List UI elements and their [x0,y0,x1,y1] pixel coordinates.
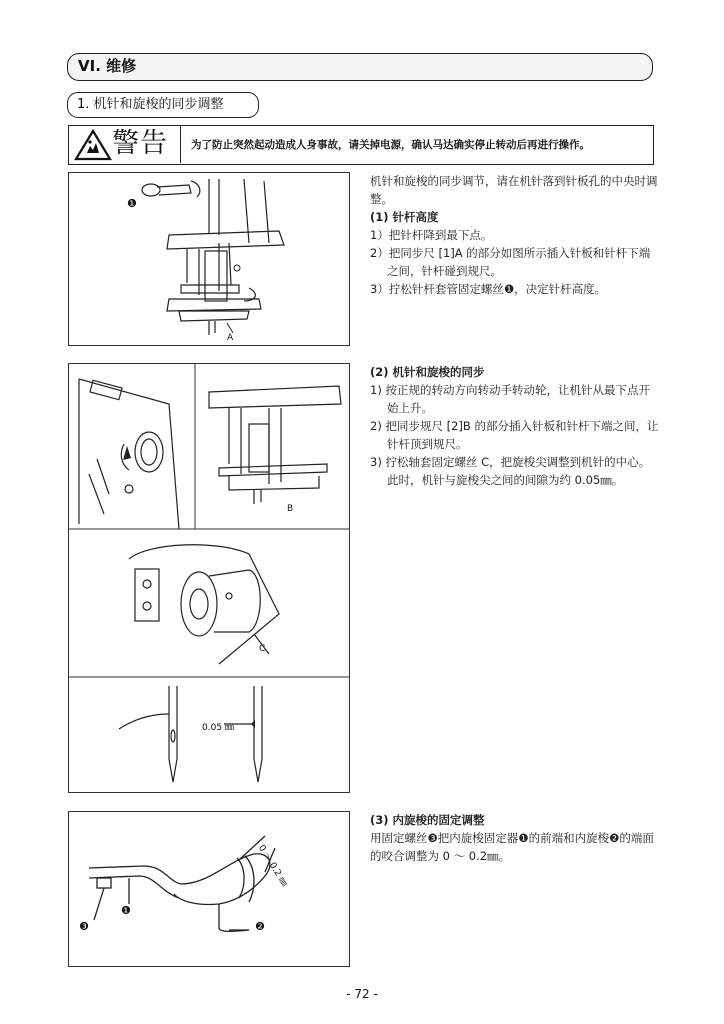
needle-bar-illustration [69,173,349,345]
warning-box [68,125,654,165]
figure-label-c: C [259,644,266,654]
figure-marker-1: ❶ [127,197,137,210]
step-2-2: 2) 把同步规尺 [2]B 的部分插入针板和针杆下端之间，让针杆顶到规尺。 [370,419,659,451]
inner-hook-paragraph: 用固定螺丝❸把内旋梭固定器❶的前端和内旋梭❷的端面的咬合调整为 0 ～ 0.2㎜。 [370,831,654,863]
step-1-2: 2）把同步尺 [1]A 的部分如图所示插入针板和针杆下端之间，针杆碰到规尺。 [370,246,651,278]
figure-label-a: A [227,333,234,343]
warning-triangle-icon [74,129,112,161]
timing-note: 此时，机针与旋梭尖之间的间隙为约 0.05㎜。 [387,473,624,487]
step-1-3: 3）拧松针杆套管固定螺丝❶，决定针杆高度。 [370,282,607,296]
subsection-heading-3: (3) 内旋梭的固定调整 [370,813,485,827]
warning-label: 警告 [112,128,168,159]
gap-label-0-02: 0 ～ 0.2 ㎜ [255,843,290,889]
figure-inner-hook-adjust [68,811,350,967]
step-1-1: 1）把针杆降到最下点。 [370,228,493,242]
figure-marker-inner-holder: ❶ [121,904,131,917]
inner-hook-illustration [69,812,349,966]
gap-label-005: 0.05 ㎜ [202,723,234,733]
subsection-heading-2: (2) 机针和旋梭的同步 [370,365,485,379]
intro-paragraph: 机针和旋梭的同步调节，请在机针落到针板孔的中央时调整。 [370,174,658,206]
chapter-title: VI. 维修 [67,53,653,81]
subsection-heading-1: (1) 针杆高度 [370,210,439,224]
page-number: - 72 - [346,987,378,1001]
inner-hook-adjust-text [370,811,660,865]
needle-hook-timing-text [370,363,660,489]
step-2-3: 3) 拧松轴套固定螺丝 C，把旋梭尖调整到机针的中心。 [370,455,651,469]
figure-needle-bar-height [68,172,350,346]
figure-label-b: B [287,504,294,514]
warning-text: 为了防止突然起动造成人身事故，请关掉电源，确认马达确实停止转动后再进行操作。 [191,139,590,151]
warning-header [69,126,181,163]
step-2-1: 1) 按正规的转动方向转动手转动轮，让机针从最下点开始上升。 [370,383,650,415]
section-title: 1. 机针和旋梭的同步调整 [67,92,259,118]
figure-marker-screw: ❸ [79,920,89,933]
figure-needle-hook-timing [68,363,350,793]
figure-marker-inner-hook: ❷ [255,920,265,933]
needle-bar-height-text [370,172,660,298]
